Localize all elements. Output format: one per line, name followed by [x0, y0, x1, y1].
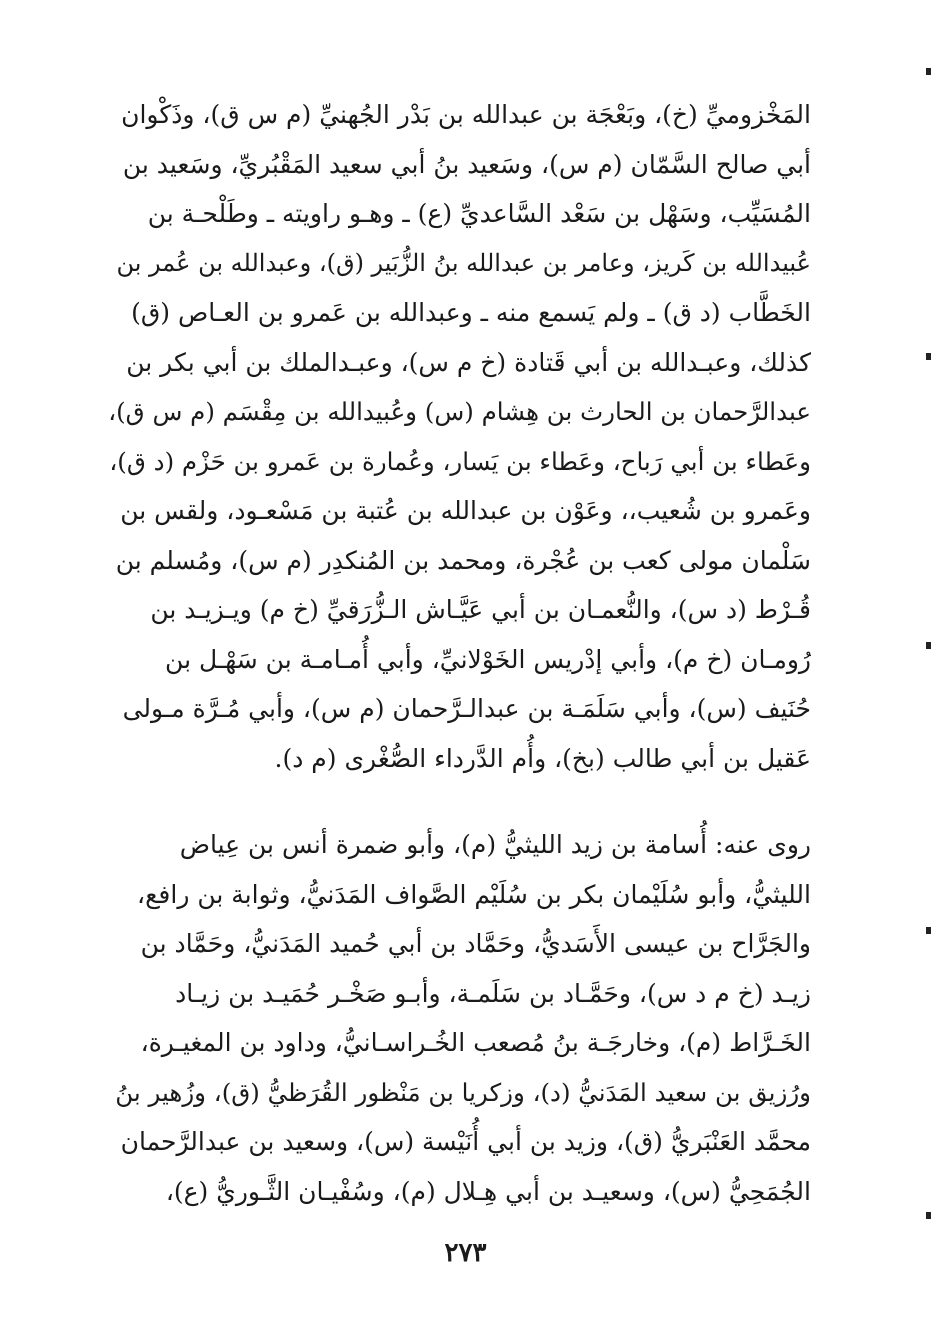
text-line: وعَمرو بن شُعيب،، وعَوْن بن عبدالله بن عُتبة بن مَسْعـود، ولقس بن — [120, 496, 811, 525]
text-line: كذلك، وعبـدالله بن أبي قَتادة (خ م س)، وعبـدالملك بن أبي بكر بن — [126, 347, 811, 377]
text-line: عَقيل بن أبي طالب (بخ)، وأُم الدَّرداء الصُّغْرى (م د). — [274, 743, 811, 773]
paragraph-narrated-by — [108, 820, 811, 1216]
paragraph-narrators-from — [108, 90, 811, 783]
margin-mark — [926, 68, 931, 75]
page-number: ٢٧٣ — [444, 1238, 487, 1268]
text-line: عبدالرَّحمان بن الحارث بن هِشام (س) وعُبيدالله بن مِقْسَم (م س ق)، — [108, 397, 811, 426]
text-line: ورُزيق بن سعيد المَدَنيُّ (د)، وزكريا بن مَنْظور القُرَظيُّ (ق)، وزُهير بنُ — [115, 1077, 811, 1107]
text-line: حُنَيف (س)، وأبي سَلَمَـة بن عبدالـرَّحمان (م س)، وأبي مُـرَّة مـولى — [122, 694, 811, 723]
text-line: الجُمَحِيُّ (س)، وسعيـد بن أبي هِـلال (م)، وسُفْيـان الثَّـوريُّ (ع)، — [165, 1176, 811, 1206]
margin-mark — [926, 1212, 931, 1219]
text-line: سَلْمان مولى كعب بن عُجْرة، ومحمد بن المُنكدِر (م س)، ومُسلم بن — [115, 545, 811, 575]
text-line: الخَطَّاب (د ق) ـ ولم يَسمع منه ـ وعبدالله بن عَمرو بن العـاص (ق) — [131, 298, 811, 327]
text-line: عُبيدالله بن كَريز، وعامر بن عبدالله بنُ الزُّبَير (ق)، وعبدالله بن عُمر بن — [116, 248, 811, 277]
text-line: المَخْزوميِّ (خ)، وبَعْجَة بن عبدالله بن بَدْر الجُهنيِّ (م س ق)، وذَكْوان — [121, 100, 811, 129]
text-line: رُومـان (خ م)، وأبي إدْريس الخَوْلانيِّ، وأبي أُمـامـة بن سَهْـل بن — [165, 644, 811, 674]
text-line: زيـد (خ م د س)، وحَمَّـاد بن سَلَمـة، وأبـو صَخْـر حُمَيـد بن زيـاد — [175, 978, 811, 1008]
text-line: والجَرَّاح بن عيسى الأَسَديُّ، وحَمَّاد بن أبي حُميد المَدَنيُّ، وحَمَّاد بن — [140, 929, 811, 958]
margin-mark — [926, 353, 931, 360]
text-line: الليثيُّ، وأبو سُلَيْمان بكر بن سُلَيْم الصَّواف المَدَنيُّ، وثوابة بن رافع، — [137, 879, 811, 909]
text-line: روى عنه: أُسامة بن زيد الليثيُّ (م)، وأبو ضمرة أنس بن عِياض — [179, 830, 811, 859]
text-line: المُسَيِّب، وسَهْل بن سَعْد السَّاعديِّ (ع) ـ وهـو راويته ـ وطَلْحـة بن — [147, 199, 811, 228]
margin-mark — [926, 642, 931, 649]
text-line: الخَـرَّاط (م)، وخارجَـة بنُ مُصعب الخُـراسـانيُّ، وداود بن المغيـرة، — [140, 1028, 811, 1057]
text-line: قُـرْط (د س)، والنُّعمـان بن أبي عَيَّـاش الـزُّرَقيِّ (خ م) ويـزيـد بن — [150, 595, 811, 624]
text-line: أبي صالح السَّمّان (م س)، وسَعيد بنُ أبي سعيد المَقْبُريِّ، وسَعيد بن — [122, 149, 811, 179]
text-line: وعَطاء بن أبي رَباح، وعَطاء بن يَسار، وعُمارة بن عَمرو بن حَزْم (د ق)، — [109, 446, 811, 476]
text-line: محمَّد العَنْبَريُّ (ق)، وزيد بن أبي أُنَيْسة (س)، وسعيد بن عبدالرَّحمان — [120, 1127, 811, 1156]
margin-mark — [926, 927, 931, 934]
